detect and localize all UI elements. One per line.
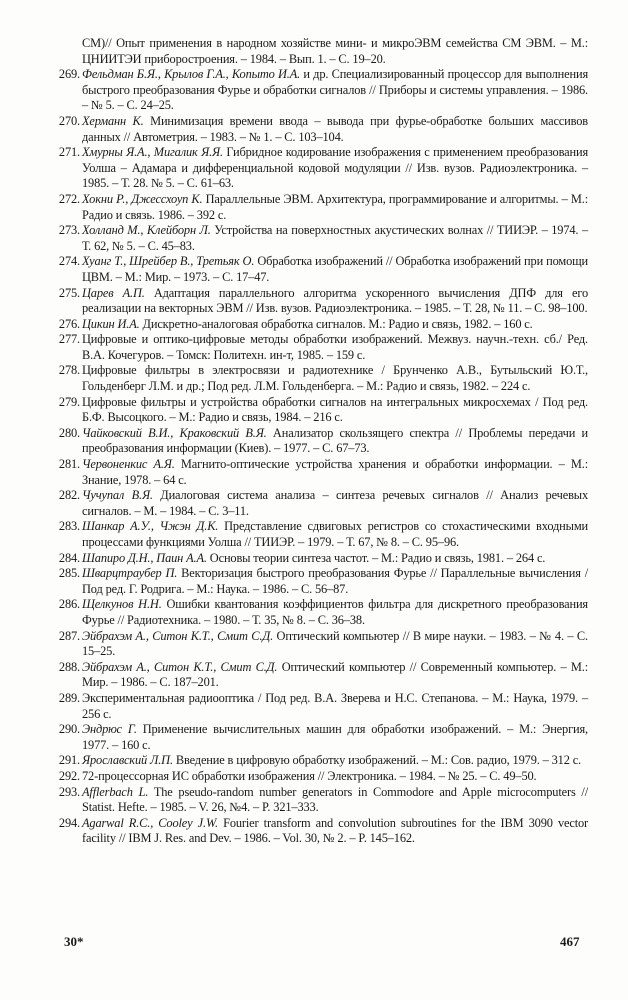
reference-authors: Чучупал В.Я. xyxy=(82,488,153,503)
reference-number: 291. xyxy=(58,753,80,768)
reference-authors: Цикин И.А. xyxy=(82,316,140,331)
reference-text: Цифровые фильтры в электросвязи и радиотехнике / Брунченко А.В., Бутыльский Ю.Т., Гольденберг Л.М. и др.; Под ред. Л.М. Гольденберга. – М.: Радио и связь, 1982. – 224 с. xyxy=(82,363,588,394)
signature-mark: 30* xyxy=(64,934,84,949)
reference-number: 289. xyxy=(58,690,80,705)
reference-entry xyxy=(58,566,588,597)
reference-number: 275. xyxy=(58,285,80,300)
reference-entry xyxy=(58,722,588,753)
reference-number: 290. xyxy=(58,722,80,737)
reference-text: Оптический компьютер // В мире науки. – 1983. – № 4. – С. 15–25. xyxy=(82,628,588,659)
reference-number: 284. xyxy=(58,550,80,565)
reference-authors: Хмурны Я.А., Мигалик Я.Я. xyxy=(82,145,223,160)
reference-authors: Царев А.П. xyxy=(82,285,145,300)
reference-text: Адаптация параллельного алгоритма ускоренного вычисления ДПФ для его реализации на векторных ЭВМ // Изв. вузов. Радиоэлектроника. – 1985. – Т. 28, № 11. – С. 98–100. xyxy=(82,285,588,316)
reference-entry xyxy=(58,550,588,567)
reference-authors: Эндрюс Г. xyxy=(82,722,137,737)
reference-text: Дискретно-аналоговая обработка сигналов. М.: Радио и связь, 1982. – 160 с. xyxy=(139,316,533,331)
reference-entry xyxy=(58,285,588,317)
reference-number: 287. xyxy=(58,628,80,643)
reference-number: 293. xyxy=(58,784,80,799)
reference-text: Представление сдвиговых регистров со стохастическими входными процессами функциями Уолша // ТИИЭР. – 1979. – Т. 67, № 8. – С. 95–96. xyxy=(82,519,588,549)
reference-number: 269. xyxy=(58,67,80,82)
reference-text: Основы теории синтеза частот. – М.: Радио и связь, 1981. – 264 с. xyxy=(206,550,546,565)
reference-text: Диалоговая система анализа – синтеза речевых сигналов // Анализ речевых сигналов. – М. – 1984. – С. 3–11. xyxy=(82,488,588,518)
reference-authors: Червоненкис А.Я. xyxy=(82,457,175,472)
reference-entry xyxy=(58,815,589,847)
reference-text: Цифровые фильтры и устройства обработки сигналов на интегральных микросхемах / Под ред. Б.Ф. Высоцкого. – М.: Радио и связь, 1984. – 216 с. xyxy=(82,394,588,425)
reference-text: The pseudo-random number generators in Commodore and Apple microcomputers // Statist. Hefte. – 1985. – V. 26, №4. – P. 321–333. xyxy=(82,784,588,815)
reference-entry xyxy=(58,768,588,785)
reference-number: 270. xyxy=(58,113,80,128)
reference-text: Минимизация времени ввода – вывода при фурье-обработке больших массивов данных // Автометрия. – 1983. – № 1. – С. 103–104. xyxy=(82,113,588,144)
reference-text: Анализатор скользящего спектра // Проблемы передачи и преобразования информации (Киев). – 1977. – С. 67–73. xyxy=(82,425,588,456)
reference-entry xyxy=(58,254,589,285)
reference-number: 283. xyxy=(58,519,80,534)
reference-entry xyxy=(58,628,588,660)
reference-number: 285. xyxy=(58,566,80,581)
reference-entry xyxy=(58,690,588,722)
reference-number: 273. xyxy=(58,223,80,238)
reference-entry xyxy=(58,394,588,426)
reference-authors: Хуанг Т., Шрейбер В., Третьяк О. xyxy=(82,254,255,269)
reference-entry xyxy=(58,597,588,628)
reference-text: Ошибки квантования коэффициентов фильтра для дискретного преобразования Фурье // Радиотехника. – 1980. – Т. 35, № 8. – С. 36–38. xyxy=(82,597,588,627)
reference-text: Цифровые и оптико-цифровые методы обработки изображений. Межвуз. научн.-техн. сб./ Ред. В.А. Кочегуров. – Томск: Политехн. ин-т, 1985. – 159 с. xyxy=(82,332,588,362)
reference-number: 280. xyxy=(58,425,80,440)
reference-text: Параллельные ЭВМ. Архитектура, программирование и алгоритмы. – М.: Радио и связь. 1986. – 392 с. xyxy=(82,191,588,222)
reference-number: 282. xyxy=(58,488,80,503)
reference-entry xyxy=(58,659,588,691)
reference-entry xyxy=(58,363,588,394)
reference-text: Экспериментальная радиооптика / Под ред. В.А. Зверева и Н.С. Степанова. – М.: Наука, 1979. – 256 с. xyxy=(82,690,588,721)
reference-authors: Херманн К. xyxy=(82,113,144,128)
reference-entry xyxy=(58,425,588,457)
reference-entry xyxy=(58,488,588,519)
reference-entry xyxy=(58,223,588,254)
reference-entry xyxy=(58,457,588,488)
reference-entry xyxy=(58,519,588,550)
reference-number: 288. xyxy=(58,659,80,674)
reference-text: Устройства на поверхностных акустических волнах // ТИИЭР. – 1974. – Т. 62, № 5. – С. 45–83. xyxy=(82,223,588,253)
reference-list xyxy=(58,36,589,847)
reference-entry xyxy=(58,67,588,114)
reference-entry xyxy=(64,36,588,67)
reference-authors: Фельдман Б.Я., Крылов Г.А., Копыто И.А. xyxy=(82,67,301,82)
reference-authors: Шанкар А.У., Чжэн Д.К. xyxy=(82,519,219,534)
reference-authors: Шварцтраубер П. xyxy=(82,566,178,581)
reference-text: Гибридное кодирование изображения с применением преобразования Уолша – Адамара и дифференциальной кодовой модуляции // Изв. вузов. Радиоэлектроника. – 1985. – Т. 28. № 5. – С. 61–63. xyxy=(82,145,588,191)
reference-authors: Чайковский В.И., Краковский В.Я. xyxy=(82,425,267,440)
reference-entry xyxy=(58,316,588,333)
reference-number: 276. xyxy=(58,316,80,331)
reference-authors: Ярославский Л.П. xyxy=(82,753,173,768)
reference-text: Оптический компьютер // Современный компьютер. – М.: Мир. – 1986. – С. 187–201. xyxy=(82,659,588,690)
reference-entry xyxy=(58,145,588,192)
reference-text: Магнито-оптические устройства хранения и обработки информации. – М.: Знание, 1978. – 64 с. xyxy=(82,457,588,487)
reference-text: Обработка изображений // Обработка изображений при помощи ЦВМ. – М.: Мир. – 1973. – С. 17–47. xyxy=(82,254,589,284)
reference-number: 286. xyxy=(58,597,80,612)
reference-authors: Эйбрахэм А., Ситон К.Т., Смит С.Д. xyxy=(82,628,274,643)
reference-authors: Холланд М., Клейборн Л. xyxy=(82,223,211,238)
reference-entry xyxy=(58,753,588,769)
reference-entry xyxy=(58,332,588,363)
reference-text: СМ)// Опыт применения в народном хозяйстве мини- и микроЭВМ семейства СМ ЭВМ. – М.: ЦНИИТЭИ приборостроения. – 1984. – Вып. 1. – С. 19–20. xyxy=(82,36,588,66)
reference-authors: Afflerbach L. xyxy=(82,784,149,799)
reference-text: Векторизация быстрого преобразования Фурье // Параллельные вычисления / Под ред. Г. Родрига. – М.: Наука. – 1986. – С. 56–87. xyxy=(82,566,588,596)
reference-number: 277. xyxy=(58,332,80,347)
reference-authors: Хокни Р., Джессхоуп К. xyxy=(82,191,203,206)
reference-authors: Шапиро Д.Н., Паин А.А. xyxy=(82,550,207,565)
reference-number: 292. xyxy=(58,768,80,783)
reference-number: 294. xyxy=(58,815,80,830)
reference-text: и др. Специализированный процессор для выполнения быстрого преобразования Фурье и обработки сигналов // Приборы и системы управления. – 1986. – № 5. – С. 24–25. xyxy=(82,67,588,113)
reference-number: 272. xyxy=(58,191,80,206)
reference-number: 271. xyxy=(58,145,80,160)
page-number: 467 xyxy=(560,934,580,949)
reference-text: 72-процессорная ИС обработки изображения // Электроника. – 1984. – № 25. – С. 49–50. xyxy=(82,768,537,783)
reference-text: Fourier transform and convolution subroutines for the IBM 3090 vector facility // IBM J. Res. and Dev. – 1986. – Vol. 30, № 2. – P. 145–162. xyxy=(82,815,589,846)
reference-number: 278. xyxy=(58,363,80,378)
reference-entry xyxy=(58,191,588,223)
reference-entry xyxy=(58,113,588,145)
reference-text: Применение вычислительных машин для обработки изображений. – М.: Энергия, 1977. – 160 с. xyxy=(82,722,588,752)
reference-number: 281. xyxy=(58,457,80,472)
reference-authors: Agarwal R.C., Cooley J.W. xyxy=(82,815,218,830)
reference-authors: Эйбрахэм А., Ситон К.Т., Смит С.Д. xyxy=(82,659,278,674)
reference-text: Введение в цифровую обработку изображений. – М.: Сов. радио, 1979. – 312 с. xyxy=(172,753,582,768)
reference-entry xyxy=(58,784,588,816)
reference-number: 274. xyxy=(58,254,80,269)
reference-authors: Щелкунов Н.Н. xyxy=(82,597,162,612)
reference-number: 279. xyxy=(58,394,80,409)
